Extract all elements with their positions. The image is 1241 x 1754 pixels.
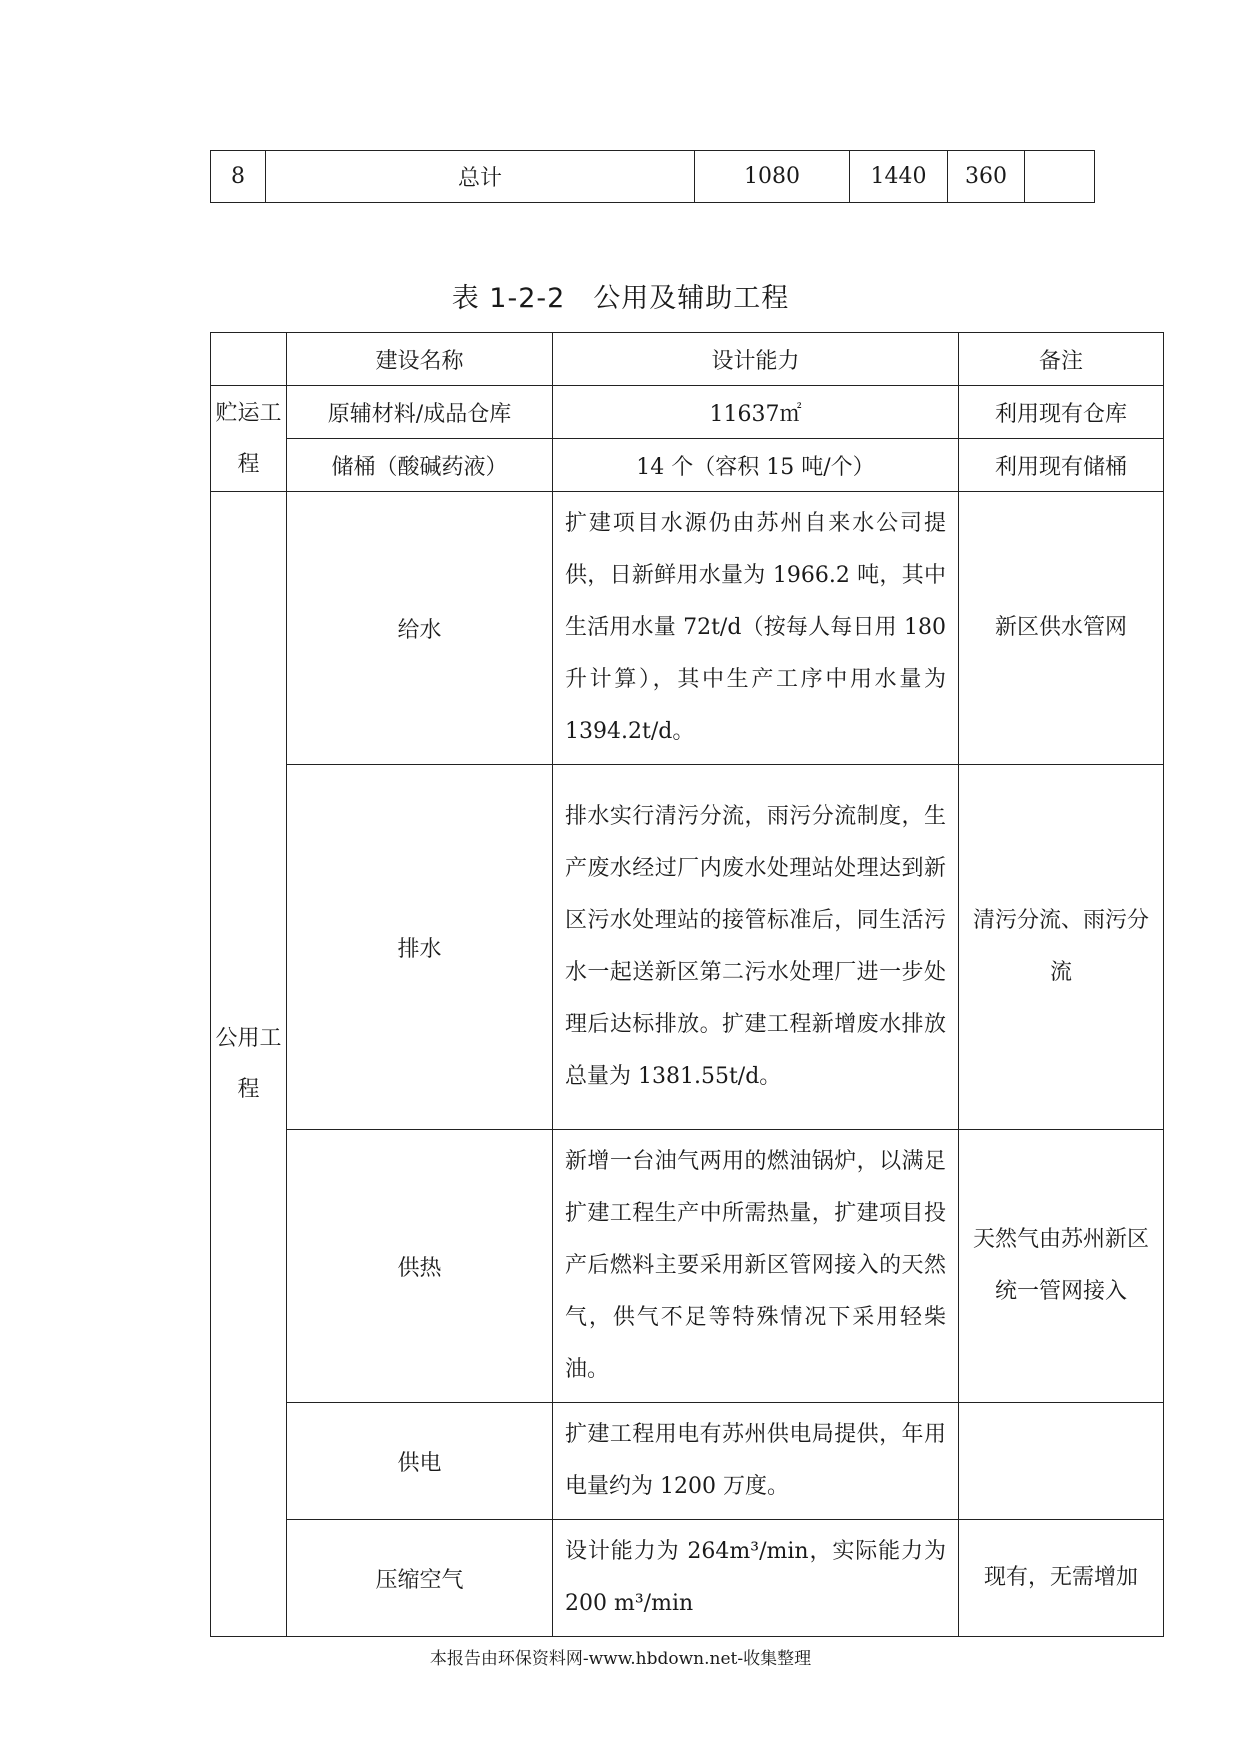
item-capacity: 扩建工程用电有苏州供电局提供，年用电量约为 1200 万度。 [553,1403,959,1520]
table-row [211,1403,1164,1520]
header-name: 建设名称 [287,333,553,386]
header-capacity: 设计能力 [553,333,959,386]
table-row [211,386,1164,439]
header-category [211,333,287,386]
item-name: 供电 [287,1403,553,1520]
item-name: 供热 [287,1130,553,1403]
utilities-table [210,332,1164,1637]
total-value-4 [1025,151,1095,203]
table-row [211,439,1164,492]
table-row [211,492,1164,765]
header-note: 备注 [959,333,1164,386]
item-name: 原辅材料/成品仓库 [287,386,553,439]
item-capacity: 设计能力为 264m³/min，实际能力为 200 m³/min [553,1520,959,1637]
page-footer: 本报告由环保资料网-www.hbdown.net-收集整理 [429,1649,812,1669]
item-capacity: 排水实行清污分流，雨污分流制度，生产废水经过厂内废水处理站处理达到新区污水处理站的接管标准后，同生活污水一起送新区第二污水处理厂进一步处理后达标排放。扩建工程新增废水排放总量为 1381.55t/d。 [553,765,959,1130]
item-capacity: 扩建项目水源仍由苏州自来水公司提供，日新鲜用水量为 1966.2 吨，其中生活用水量 72t/d（按每人每日用 180 升计算），其中生产工序中用水量为 1394.2t/d。 [553,492,959,765]
item-name: 排水 [287,765,553,1130]
item-note [959,1403,1164,1520]
total-row-table [210,150,1095,203]
item-capacity: 14 个（容积 15 吨/个） [553,439,959,492]
item-note: 清污分流、雨污分流 [959,765,1164,1130]
item-note: 天然气由苏州新区统一管网接入 [959,1130,1164,1403]
item-note: 现有，无需增加 [959,1520,1164,1637]
item-name: 给水 [287,492,553,765]
table-row [211,765,1164,1130]
item-note: 利用现有仓库 [959,386,1164,439]
table-caption: 表 1-2-2 公用及辅助工程 [451,283,790,314]
total-value-2: 1440 [850,151,948,203]
item-name: 压缩空气 [287,1520,553,1637]
table-row [211,1130,1164,1403]
item-note: 新区供水管网 [959,492,1164,765]
item-capacity: 新增一台油气两用的燃油锅炉，以满足扩建工程生产中所需热量，扩建项目投产后燃料主要采用新区管网接入的天然气，供气不足等特殊情况下采用轻柴油。 [553,1130,959,1403]
item-name: 储桶（酸碱药液） [287,439,553,492]
table-row [211,1520,1164,1637]
item-note: 利用现有储桶 [959,439,1164,492]
category-utilities: 公用工程 [211,492,287,1637]
item-capacity: 11637㎡ [553,386,959,439]
total-row [211,151,1095,203]
row-number: 8 [211,151,266,203]
total-label: 总计 [266,151,695,203]
total-value-3: 360 [948,151,1025,203]
total-value-1: 1080 [695,151,850,203]
header-row [211,333,1164,386]
category-storage: 贮运工程 [211,386,287,492]
